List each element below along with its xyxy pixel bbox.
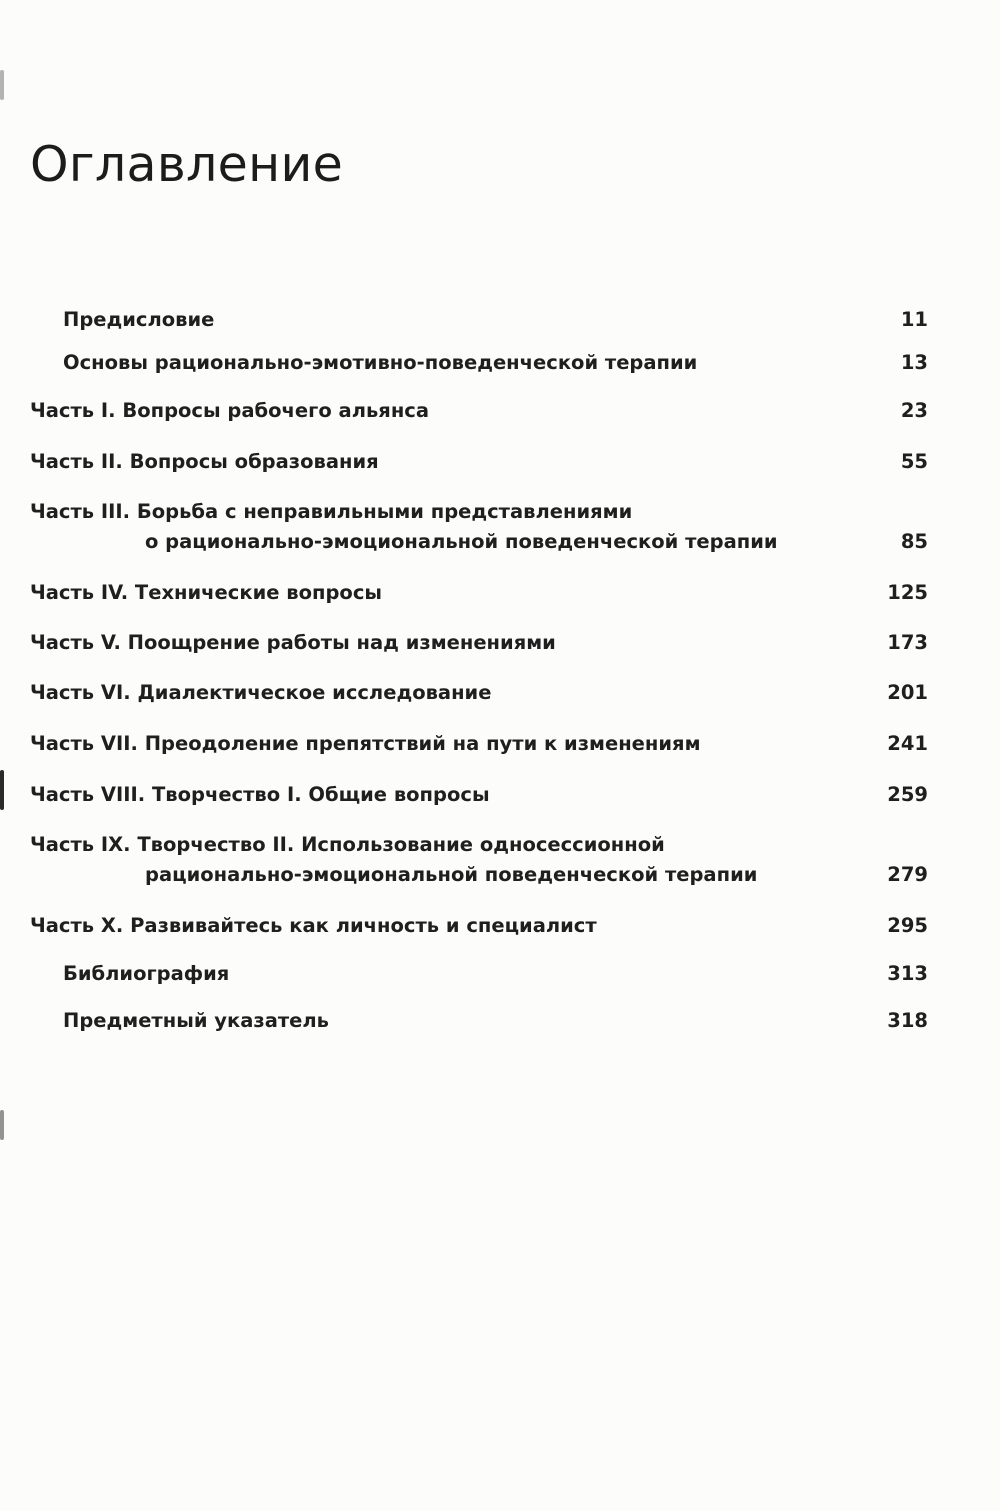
toc-entry-page: 201 <box>887 681 928 704</box>
toc-entry[interactable] <box>30 959 930 989</box>
toc-entry[interactable] <box>30 305 930 335</box>
toc-entry-title-continued: рационально-эмоциональной поведенческой терапии <box>145 863 758 886</box>
toc-entry-page: 11 <box>900 308 928 331</box>
toc-entry-title: Предисловие <box>63 308 215 331</box>
toc-entry-page: 173 <box>887 631 928 654</box>
toc-entry[interactable] <box>30 729 930 759</box>
toc-entry-page: 313 <box>887 962 928 985</box>
toc-entry[interactable] <box>30 911 930 941</box>
toc-entry-title: Часть VII. Преодоление препятствий на пути к изменениям <box>30 732 701 755</box>
toc-entry-page: 318 <box>887 1009 928 1032</box>
toc-entry-title: Часть X. Развивайтесь как личность и специалист <box>30 914 597 937</box>
toc-entry[interactable] <box>30 396 930 426</box>
toc-entry[interactable] <box>30 1006 930 1036</box>
page-edge-mark-middle <box>0 770 4 810</box>
toc-entry-page: 13 <box>900 351 928 374</box>
page-edge-mark-top <box>0 70 4 100</box>
toc-entry[interactable] <box>30 678 930 708</box>
toc-entry[interactable] <box>30 497 930 557</box>
toc-entry-page: 125 <box>887 581 928 604</box>
toc-entry-page: 259 <box>887 783 928 806</box>
toc-entry[interactable] <box>30 348 930 378</box>
toc-entry-page: 295 <box>887 914 928 937</box>
toc-entry[interactable] <box>30 447 930 477</box>
toc-entry[interactable] <box>30 578 930 608</box>
toc-entry-page: 55 <box>900 450 928 473</box>
toc-entry-title: Предметный указатель <box>63 1009 330 1032</box>
toc-entry-title: Часть IX. Творчество II. Использование односессионной <box>30 833 665 856</box>
toc-entry-page: 279 <box>887 863 928 886</box>
toc-entry-title: Часть VIII. Творчество I. Общие вопросы <box>30 783 490 806</box>
toc-entry[interactable] <box>30 628 930 658</box>
toc-entry-title: Часть IV. Технические вопросы <box>30 581 383 604</box>
toc-entry-page: 23 <box>900 399 928 422</box>
toc-entry-page: 241 <box>887 732 928 755</box>
page-title: Оглавление <box>30 136 344 193</box>
toc-entry[interactable] <box>30 830 930 890</box>
toc-entry[interactable] <box>30 780 930 810</box>
toc-entry-title-continued: о рационально-эмоциональной поведенческой терапии <box>145 530 778 553</box>
toc-entry-title: Часть I. Вопросы рабочего альянса <box>30 399 430 422</box>
toc-entry-page: 85 <box>900 530 928 553</box>
toc-entry-title: Часть V. Поощрение работы над изменениями <box>30 631 556 654</box>
toc-entry-title: Основы рационально-эмотивно-поведенческой терапии <box>63 351 698 374</box>
toc-entry-title: Часть VI. Диалектическое исследование <box>30 681 492 704</box>
toc-entry-title: Часть III. Борьба с неправильными представлениями <box>30 500 633 523</box>
toc-entry-title: Часть II. Вопросы образования <box>30 450 379 473</box>
page-edge-mark-lower <box>0 1110 4 1140</box>
toc-entry-title: Библиография <box>63 962 230 985</box>
